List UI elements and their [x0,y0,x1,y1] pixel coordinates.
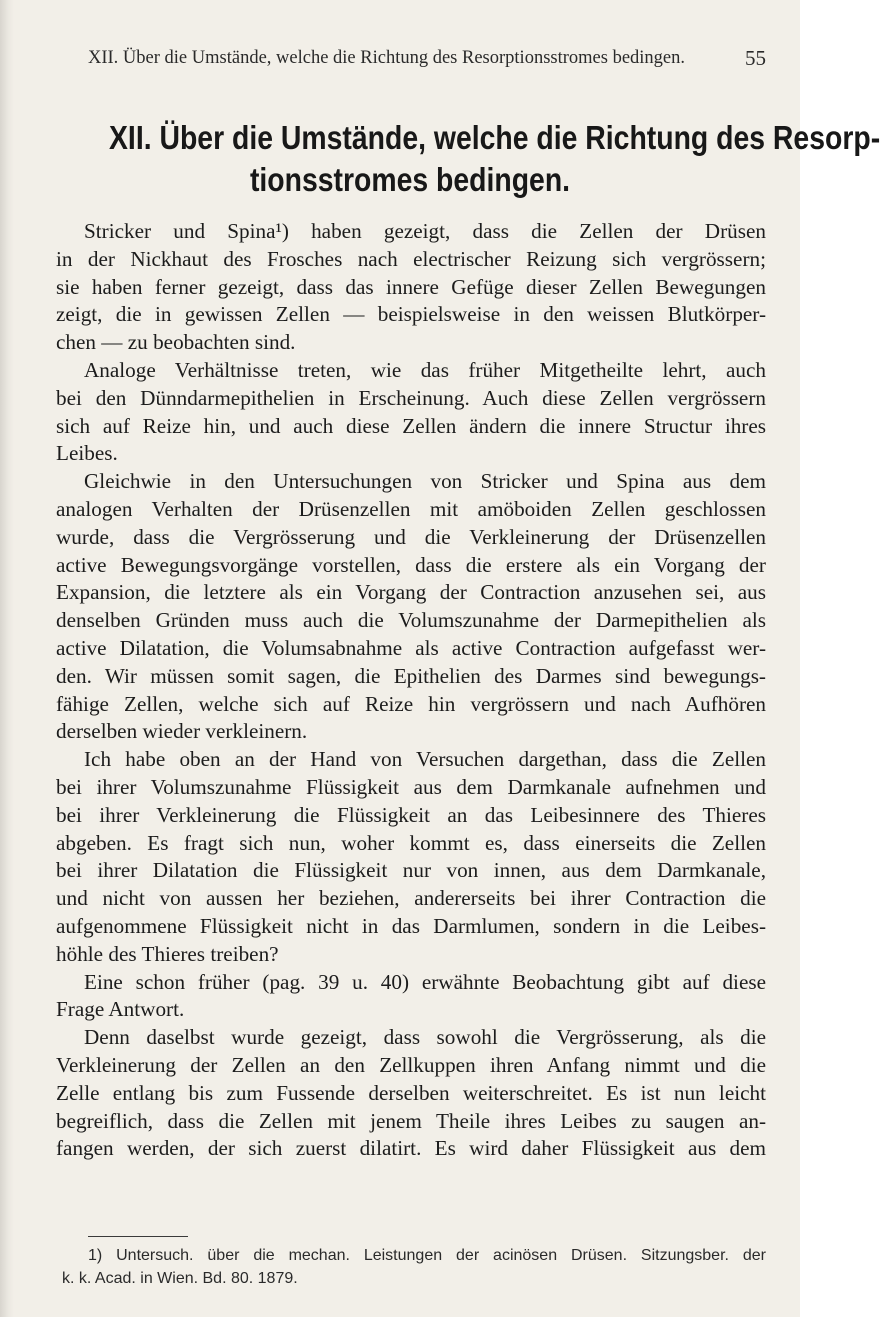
text-line: zeigt, die in gewissen Zellen — beispielsweise in den weissen Blutkörper- [56,302,766,327]
text-line: chen — zu beobachten sind. [56,330,296,355]
footnote-line: k. k. Acad. in Wien. Bd. 80. 1879. [62,1270,298,1287]
text-line: Ich habe oben an der Hand von Versuchen dargethan, dass die Zellen [84,747,766,772]
text-line: höhle des Thieres treiben? [56,941,279,966]
text-line: active Dilatation, die Volumsabnahme als active Contraction aufgefasst wer- [56,635,766,660]
chapter-title-line: tionsstromes bedingen. [249,161,571,198]
text-line: Zelle entlang bis zum Fussende derselben weiterschreitet. Es ist nun leicht [56,1080,766,1105]
chapter-title [109,117,880,201]
footnotes [62,1244,766,1290]
text-line: Denn daselbst wurde gezeigt, dass sowohl die Vergrösserung, als die [84,1025,766,1050]
text-line: begreiflich, dass die Zellen mit jenem Theile ihres Leibes zu saugen an- [56,1108,766,1133]
text-line: bei ihrer Volumszunahme Flüssigkeit aus dem Darmkanale aufnehmen und [56,774,766,799]
text-line: wurde, dass die Vergrösserung und die Verkleinerung der Drüsenzellen [56,524,766,549]
text-line: Leibes. [56,441,118,466]
text-line: denselben Gründen muss auch die Volumszunahme der Darmepithelien als [56,608,766,633]
text-line: fangen werden, der sich zuerst dilatirt. Es wird daher Flüssigkeit aus dem [56,1136,766,1161]
text-line: Expansion, die letztere als ein Vorgang der Contraction anzusehen sei, aus [56,580,766,605]
text-line: Frage Antwort. [56,997,185,1022]
text-line: aufgenommene Flüssigkeit nicht in das Darmlumen, sondern in die Leibes- [56,913,766,938]
text-line: bei den Dünndarmepithelien in Erscheinung. Auch diese Zellen vergrössern [56,385,766,410]
text-line: abgeben. Es fragt sich nun, woher kommt es, dass einerseits die Zellen [56,830,766,855]
running-header [88,48,766,78]
text-line: in der Nickhaut des Frosches nach electrischer Reizung sich vergrössern; [56,246,766,271]
page-number: 55 [745,46,766,70]
text-line: bei ihrer Verkleinerung die Flüssigkeit an das Leibesinnere des Thieres [56,802,766,827]
text-line: den. Wir müssen somit sagen, die Epithelien des Darmes sind bewegungs- [56,663,766,688]
text-line: Verkleinerung der Zellen an den Zellkuppen ihren Anfang nimmt und die [56,1052,766,1077]
chapter-title-line: XII. Über die Umstände, welche die Richtung des Resorp- [109,119,880,156]
text-line: Analoge Verhältnisse treten, wie das früher Mitgetheilte lehrt, auch [84,357,766,382]
text-line: Eine schon früher (pag. 39 u. 40) erwähnte Beobachtung gibt auf diese [84,969,766,994]
text-line: fähige Zellen, welche sich auf Reize hin vergrössern und nach Aufhören [56,691,766,716]
text-line: sich auf Reize hin, und auch diese Zellen ändern die innere Structur ihres [56,413,766,438]
text-line: active Bewegungsvorgänge vorstellen, dass die erstere als ein Vorgang der [56,552,766,577]
footnote-divider [88,1236,188,1237]
footnote-line: 1) Untersuch. über die mechan. Leistungen der acinösen Drüsen. Sitzungsber. der [88,1247,766,1264]
text-line: Stricker und Spina¹) haben gezeigt, dass die Zellen der Drüsen [84,219,766,243]
text-line: analogen Verhalten der Drüsenzellen mit amöboiden Zellen geschlossen [56,496,766,521]
running-title: XII. Über die Umstände, welche die Richtung des Resorptionsstromes bedingen. [88,48,686,68]
page-gutter-shadow [0,0,14,1317]
text-line: derselben wieder verkleinern. [56,719,308,744]
text-line: und nicht von aussen her beziehen, andererseits bei ihrer Contraction die [56,886,766,911]
text-line: bei ihrer Dilatation die Flüssigkeit nur von innen, aus dem Darmkanale, [56,858,766,883]
text-line: sie haben ferner gezeigt, dass das innere Gefüge dieser Zellen Bewegungen [56,274,766,299]
text-line: Gleichwie in den Untersuchungen von Stricker und Spina aus dem [84,469,766,494]
body-text [56,218,766,1163]
